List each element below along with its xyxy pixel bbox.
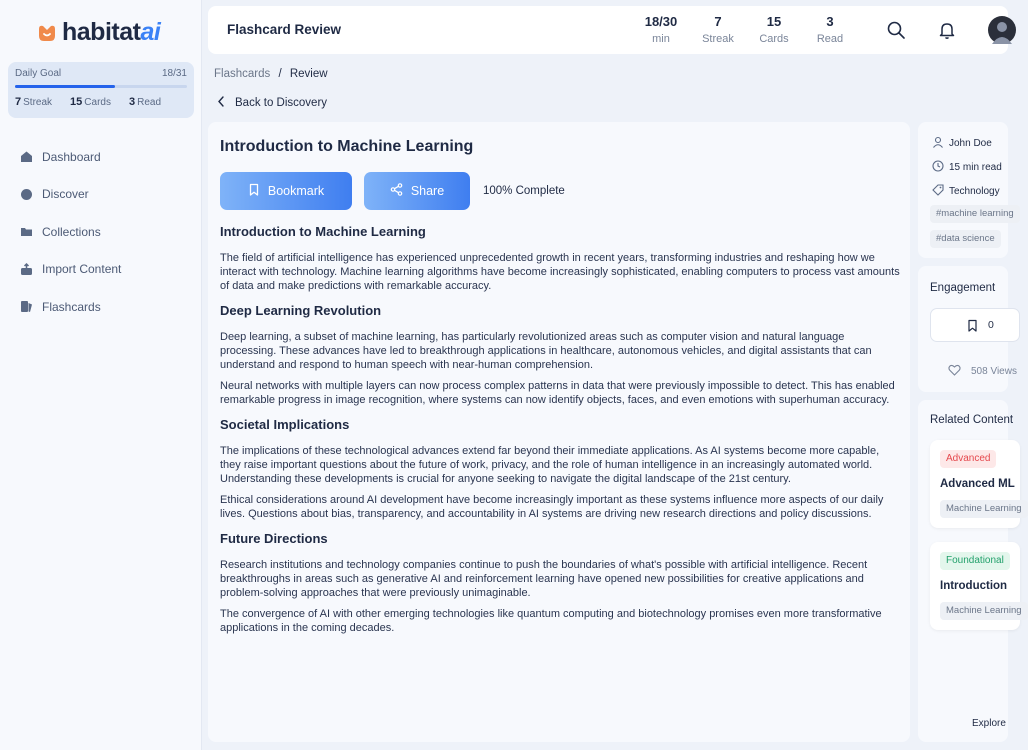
engagement-card — [918, 266, 1017, 392]
sidebar-item-dashboard[interactable]: Dashboard — [20, 138, 121, 176]
sidebar — [0, 0, 202, 750]
level-badge: Advanced — [940, 450, 996, 468]
daily-goal-count: 18/31 — [161, 68, 187, 79]
sidebar-item-collections[interactable]: Collections — [20, 213, 121, 251]
tag-icon — [932, 184, 944, 199]
stat-streak: 7 Streak — [702, 14, 734, 45]
tag-chip[interactable]: #machine learning — [930, 205, 1020, 223]
compass-icon — [20, 188, 33, 201]
bookmark-icon — [248, 183, 260, 199]
search-icon[interactable] — [886, 20, 906, 40]
section-heading: Future Directions — [220, 531, 328, 546]
top-header — [208, 6, 1008, 54]
article-section — [220, 417, 900, 521]
share-button[interactable]: Share — [364, 172, 470, 210]
avatar[interactable] — [988, 16, 1016, 44]
section-heading: Societal Implications — [220, 417, 350, 432]
cards-icon — [20, 300, 33, 313]
author: John Doe — [932, 136, 992, 151]
article-body — [220, 224, 900, 642]
folder-icon — [20, 225, 33, 238]
engagement-title: Engagement — [930, 282, 996, 294]
bookmark-count: 0 — [988, 319, 994, 331]
sidebar-nav — [20, 138, 121, 326]
related-card-title: Introduction — [940, 580, 1008, 592]
home-icon — [20, 150, 33, 163]
paragraph: The convergence of AI with other emerging technologies like quantum computing and biotechnology promises even more transformative applications in the coming decades. — [220, 608, 882, 634]
bell-icon[interactable] — [937, 20, 957, 40]
heart-icon[interactable] — [948, 364, 961, 379]
daily-goal-progress-bar — [15, 85, 187, 88]
tag-chip[interactable]: #data science — [930, 230, 1001, 248]
breadcrumb-current: Review — [289, 68, 328, 80]
breadcrumb-flashcards[interactable]: Flashcards — [214, 68, 271, 80]
completion-status: 100% Complete — [483, 185, 565, 197]
paragraph: The implications of these technological advances extend far beyond their immediate applications. As AI systems become more capable, they raise important questions about the future of work, privacy, and the role of human intelligence in an increasingly automated world. Understanding these developments is crucial for anyone seeking to navigate the digital landscape of the 21st century. — [220, 445, 880, 485]
related-card-tag: Machine Learning — [940, 602, 1028, 620]
section-heading: Introduction to Machine Learning — [220, 224, 426, 239]
category: Technology — [932, 184, 1000, 199]
share-icon — [390, 183, 403, 199]
user-icon — [932, 136, 944, 151]
bookmark-icon — [967, 319, 978, 337]
article-panel — [208, 122, 910, 742]
stat-minutes: 18/30 min — [644, 14, 678, 45]
article-meta-card — [918, 122, 1014, 258]
breadcrumb: Flashcards / Review — [214, 68, 328, 80]
logo[interactable] — [36, 18, 160, 47]
stat-cards: 15 Cards — [759, 14, 789, 45]
related-title: Related Content — [930, 414, 1014, 426]
paragraph: Deep learning, a subset of machine learning, has particularly revolutionized areas such as computer vision and natural language processing. These advances have led to breakthrough applications in healthcare, autonomous vehicles, and digital assistants that can understand and respond to human speech with near-human comprehension. — [220, 331, 872, 371]
read-time: 15 min read — [932, 160, 1002, 175]
goal-streak: 7 Streak — [15, 96, 53, 108]
related-content-panel — [918, 400, 1022, 742]
article-title: Introduction to Machine Learning — [220, 138, 474, 155]
chevron-left-icon — [217, 96, 225, 110]
bookmark-count-button[interactable] — [930, 308, 1020, 342]
daily-goal-card — [8, 62, 194, 118]
related-card[interactable] — [930, 542, 1020, 630]
upload-icon — [20, 263, 33, 276]
paragraph: Ethical considerations around AI development have become increasingly important as these systems influence more aspects of our daily lives. Questions about bias, transparency, and accountability in AI systems are driving new research directions and policy discussions. — [220, 494, 884, 520]
stat-read: 3 Read — [816, 14, 844, 45]
article-section — [220, 303, 900, 407]
related-card-tag: Machine Learning — [940, 500, 1028, 518]
level-badge: Foundational — [940, 552, 1010, 570]
goal-cards: 15 Cards — [70, 96, 111, 108]
daily-goal-progress-fill — [15, 85, 115, 88]
logo-icon — [36, 22, 58, 44]
sidebar-item-import-content[interactable]: Import Content — [20, 251, 121, 289]
paragraph: The field of artificial intelligence has experienced unprecedented growth in recent years, transforming industries and reshaping how we interact with technology. Machine learning algorithms have become increasingly sophisticated, enabling computers to process vast amounts of data and make predictions with remarkable accuracy. — [220, 252, 900, 292]
sidebar-item-discover[interactable]: Discover — [20, 176, 121, 214]
bookmark-button[interactable]: Bookmark — [220, 172, 352, 210]
page-title: Flashcard Review — [227, 22, 342, 37]
back-link[interactable]: Back to Discovery — [217, 96, 327, 110]
related-card[interactable] — [930, 440, 1020, 528]
goal-read: 3 Read — [128, 96, 161, 108]
article-section — [220, 224, 900, 293]
section-heading: Deep Learning Revolution — [220, 303, 382, 318]
paragraph: Research institutions and technology companies continue to push the boundaries of what's possible with artificial intelligence. Recent breakthroughs in areas such as generative AI and reinforcement learning have opened new possibilities for creative applications and problem-solving approaches that were previously unimaginable. — [220, 559, 868, 599]
daily-goal-label: Daily Goal — [15, 68, 62, 79]
clock-icon — [932, 160, 944, 175]
views: 508 Views — [948, 364, 1017, 379]
paragraph: Neural networks with multiple layers can now process complex patterns in data that were previously impossible to detect. This has enabled remarkable progress in image recognition, where systems can now identify objects, faces, and even emotions with superhuman accuracy. — [220, 380, 895, 406]
sidebar-item-flashcards[interactable]: Flashcards — [20, 288, 121, 326]
logo-text: habitatai — [62, 18, 161, 46]
related-card-title: Advanced ML — [940, 478, 1015, 490]
article-section — [220, 531, 900, 635]
explore-link[interactable]: Explore — [972, 718, 1006, 729]
